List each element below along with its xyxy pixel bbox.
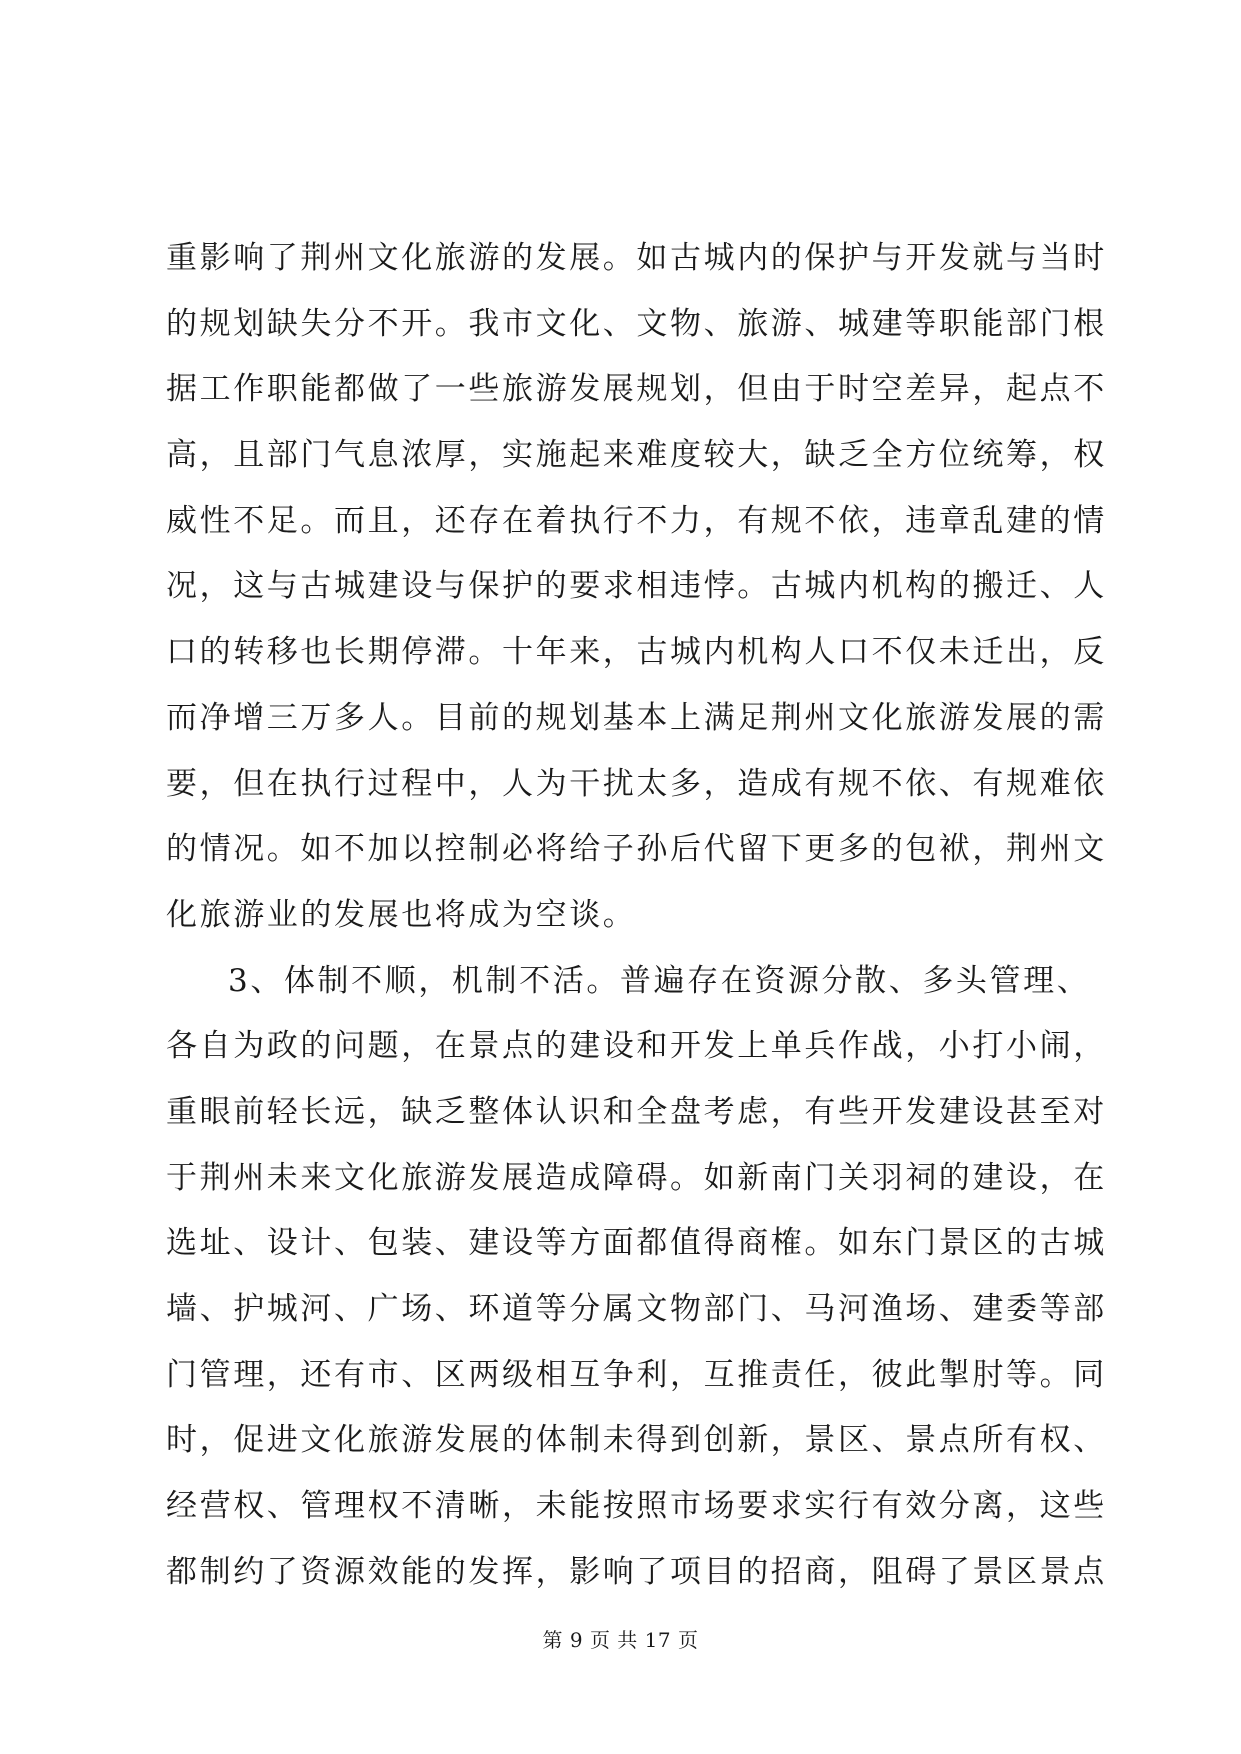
text-line: 经营权、管理权不清晰，未能按照市场要求实行有效分离，这些 <box>166 1488 1107 1525</box>
page-footer: 第 9 页 共 17 页 <box>542 1628 699 1652</box>
text-line: 况，这与古城建设与保护的要求相违悖。古城内机构的搬迁、人 <box>166 568 1107 605</box>
text-line: 选址、设计、包装、建设等方面都值得商榷。如东门景区的古城 <box>166 1225 1107 1262</box>
text-line: 于荆州未来文化旅游发展造成障碍。如新南门关羽祠的建设，在 <box>166 1159 1107 1196</box>
text-line: 墙、护城河、广场、环道等分属文物部门、马河渔场、建委等部 <box>166 1291 1107 1327</box>
text-line: 口的转移也长期停滞。十年来，古城内机构人口不仅未迁出，反 <box>166 634 1107 671</box>
text-line: 重眼前轻长远，缺乏整体认识和全盘考虑，有些开发建设甚至对 <box>166 1093 1107 1130</box>
text-line: 要，但在执行过程中，人为干扰太多，造成有规不依、有规难依 <box>166 765 1107 802</box>
text-line: 都制约了资源效能的发挥，影响了项目的招商，阻碍了景区景点 <box>166 1553 1107 1590</box>
text-line: 重影响了荆州文化旅游的发展。如古城内的保护与开发就与当时 <box>166 240 1107 276</box>
text-line: 各自为政的问题，在景点的建设和开发上单兵作战，小打小闹， <box>166 1028 1107 1065</box>
section-heading-line: 3、体制不顺，机制不活。普遍存在资源分散、多头管理、 <box>228 962 1091 999</box>
text-line: 的规划缺失分不开。我市文化、文物、旅游、城建等职能部门根 <box>166 305 1107 342</box>
text-line: 化旅游业的发展也将成为空谈。 <box>166 896 637 933</box>
text-line: 据工作职能都做了一些旅游发展规划，但由于时空差异，起点不 <box>166 371 1107 408</box>
body-text <box>166 226 1107 1605</box>
text-line: 门管理，还有市、区两级相互争利，互推责任，彼此掣肘等。同 <box>166 1356 1107 1393</box>
text-line: 而净增三万多人。目前的规划基本上满足荆州文化旅游发展的需 <box>166 699 1107 736</box>
text-line: 高，且部门气息浓厚，实施起来难度较大，缺乏全方位统筹，权 <box>166 437 1107 474</box>
text-line: 的情况。如不加以控制必将给子孙后代留下更多的包袱，荆州文 <box>166 831 1107 868</box>
text-line: 威性不足。而且，还存在着执行不力，有规不依，违章乱建的情 <box>166 502 1107 539</box>
text-line: 时，促进文化旅游发展的体制未得到创新，景区、景点所有权、 <box>166 1422 1107 1459</box>
